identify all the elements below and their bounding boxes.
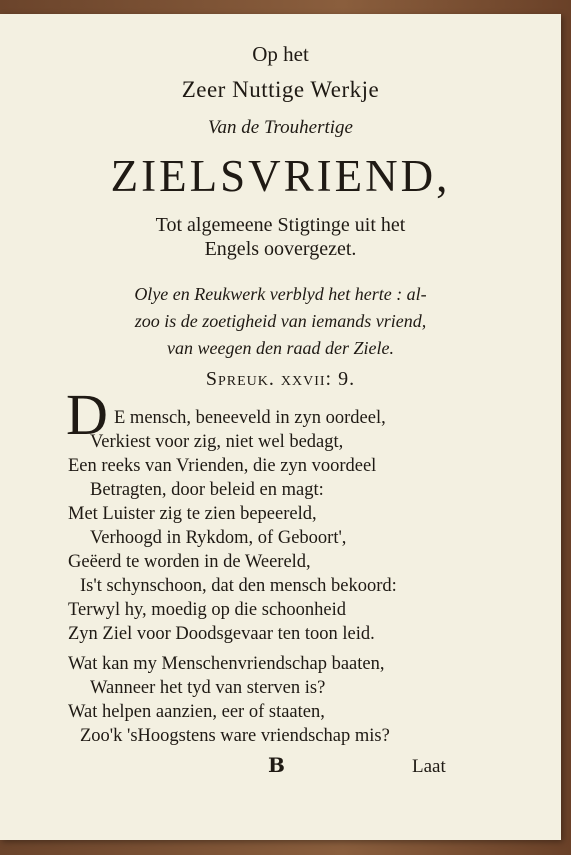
poem-line: Terwyl hy, moedig op die schoonheid: [68, 600, 347, 620]
drop-cap: D: [66, 382, 108, 447]
poem-line: E mensch, beneeveld in zyn oordeel,: [114, 408, 386, 428]
header-line-2: Zeer Nuttige Werkje: [181, 77, 380, 102]
quote-reference: Spreuk. xxvii: 9.: [205, 368, 356, 390]
catchword: Laat: [412, 756, 446, 777]
book-page: [0, 14, 561, 840]
subtitle-line-2: Engels oovergezet.: [204, 238, 357, 260]
subtitle-line-1: Tot algemeene Stigtinge uit het: [155, 214, 406, 236]
header-line-1: Op het: [252, 42, 309, 66]
poem-line: Geëerd te worden in de Weereld,: [68, 552, 311, 572]
signature-mark: B: [268, 753, 285, 777]
quote-line-2: zoo is de zoetigheid van iemands vriend,: [134, 311, 427, 331]
poem-line: Verhoogd in Rykdom, of Geboort',: [90, 528, 347, 548]
poem-line: Betragten, door beleid en magt:: [90, 480, 324, 500]
poem-line: Zoo'k 'sHoogstens ware vriendschap mis?: [80, 726, 390, 746]
poem-line: Een reeks van Vrienden, die zyn voordeel: [68, 456, 377, 476]
poem-line: Wanneer het tyd van sterven is?: [90, 678, 326, 698]
poem-line: Wat kan my Menschenvriendschap baaten,: [68, 654, 385, 674]
header-line-3: Van de Trouhertige: [208, 117, 353, 138]
quote-line-3: van weegen den raad der Ziele.: [167, 338, 394, 358]
poem-line: Wat helpen aanzien, eer of staaten,: [68, 702, 325, 722]
poem-line: Zyn Ziel voor Doodsgevaar ten toon leid.: [68, 624, 375, 644]
poem-line: Is't schynschoon, dat den mensch bekoord:: [80, 576, 397, 596]
poem-line: Verkiest voor zig, niet wel bedagt,: [90, 432, 344, 452]
quote-line-1: Olye en Reukwerk verblyd het herte : al-: [134, 284, 427, 304]
poem-line: Met Luister zig te zien bepeereld,: [68, 504, 317, 524]
page-title: ZIELSVRIEND,: [110, 151, 451, 201]
page-content: [0, 14, 561, 840]
